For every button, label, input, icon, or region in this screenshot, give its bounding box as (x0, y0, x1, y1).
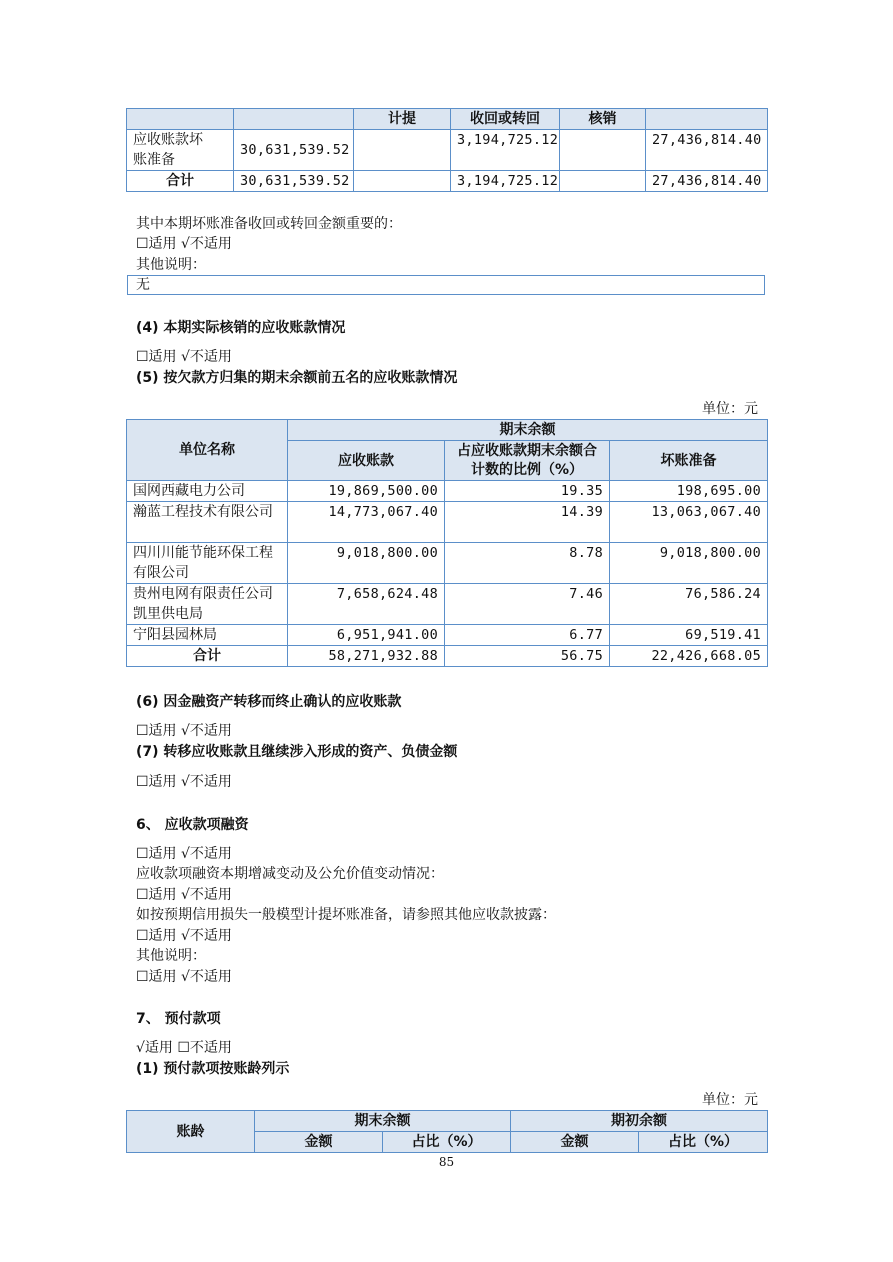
applicable-status: ☐适用 √不适用 (136, 846, 232, 862)
applicable-status: ☐适用 √不适用 (136, 349, 232, 365)
section-heading: (6) 因金融资产转移而终止确认的应收账款 (136, 694, 402, 710)
section-heading: 7、 预付款项 (136, 1011, 221, 1027)
recovered-amount: 3,194,725.12 (451, 130, 560, 171)
header-ratio: 占比（%） (383, 1132, 511, 1153)
header-amount: 金额 (255, 1132, 383, 1153)
top-five-receivables-table (126, 419, 768, 667)
header-ratio: 占应收账款期末余额合计数的比例（%） (445, 441, 610, 481)
prepayment-aging-table (126, 1110, 768, 1153)
applicable-status: ☐适用 √不适用 (136, 774, 232, 790)
section-heading: (7) 转移应收账款且继续涉入形成的资产、负债金额 (136, 744, 458, 760)
header-opening-balance: 期初余额 (511, 1111, 768, 1132)
header-receivable: 应收账款 (288, 441, 445, 481)
table-row: 四川川能节能环保工程有限公司 9,018,800.00 8.78 9,018,800.00 (127, 543, 768, 584)
fin-model-text: 如按预期信用损失一般模型计提坏账准备，请参照其他应收款披露： (136, 907, 556, 923)
table-total-row: 合计 30,631,539.52 3,194,725.12 27,436,814.40 (127, 171, 768, 192)
unit-label: 单位：元 (702, 401, 758, 417)
header-ending-balance: 期末余额 (288, 420, 768, 441)
table-row: 宁阳县园林局 6,951,941.00 6.77 69,519.41 (127, 625, 768, 646)
page-number: 85 (438, 1155, 455, 1169)
section-heading: (5) 按欠款方归集的期末余额前五名的应收账款情况 (136, 370, 458, 386)
applicable-status: ☐适用 √不适用 (136, 723, 232, 739)
section-heading: 6、 应收款项融资 (136, 817, 249, 833)
table-row: 瀚蓝工程技术有限公司 14,773,067.40 14.39 13,063,067.40 (127, 502, 768, 543)
applicable-status: ☐适用 √不适用 (136, 236, 232, 252)
header-aging: 账龄 (127, 1111, 255, 1153)
section-heading: (4) 本期实际核销的应收账款情况 (136, 320, 346, 336)
header-bad-debt: 坏账准备 (610, 441, 768, 481)
header-cell (646, 109, 768, 130)
row-name: 应收账款坏账准备 (127, 130, 234, 171)
section-heading: (1) 预付款项按账龄列示 (136, 1061, 290, 1077)
header-amount: 金额 (511, 1132, 639, 1153)
unit-label: 单位：元 (702, 1092, 758, 1108)
header-ratio: 占比（%） (639, 1132, 768, 1153)
header-cell (234, 109, 354, 130)
header-cell (127, 109, 234, 130)
other-note-box: 无 (127, 275, 765, 295)
fin-change-text: 应收款项融资本期增减变动及公允价值变动情况： (136, 866, 444, 882)
applicable-status: ☐适用 √不适用 (136, 928, 232, 944)
header-accrual: 计提 (354, 109, 451, 130)
other-note-label: 其他说明： (136, 948, 206, 964)
header-unit-name: 单位名称 (127, 420, 288, 481)
table-row: 国网西藏电力公司 19,869,500.00 19.35 198,695.00 (127, 481, 768, 502)
table-total-row: 合计 58,271,932.88 56.75 22,426,668.05 (127, 646, 768, 667)
applicable-status: ☐适用 √不适用 (136, 969, 232, 985)
table-row: 贵州电网有限责任公司凯里供电局 7,658,624.48 7.46 76,586.24 (127, 584, 768, 625)
bad-debt-change-table (126, 108, 768, 192)
header-recovered: 收回或转回 (451, 109, 560, 130)
table-row (127, 130, 768, 171)
other-note-label: 其他说明： (136, 257, 206, 273)
important-recovery-text: 其中本期坏账准备收回或转回金额重要的： (136, 216, 402, 232)
header-writeoff: 核销 (560, 109, 646, 130)
opening-balance: 30,631,539.52 (234, 130, 354, 171)
applicable-status: ☐适用 √不适用 (136, 887, 232, 903)
applicable-status: √适用 ☐不适用 (136, 1040, 232, 1056)
ending-balance: 27,436,814.40 (646, 130, 768, 171)
header-ending-balance: 期末余额 (255, 1111, 511, 1132)
